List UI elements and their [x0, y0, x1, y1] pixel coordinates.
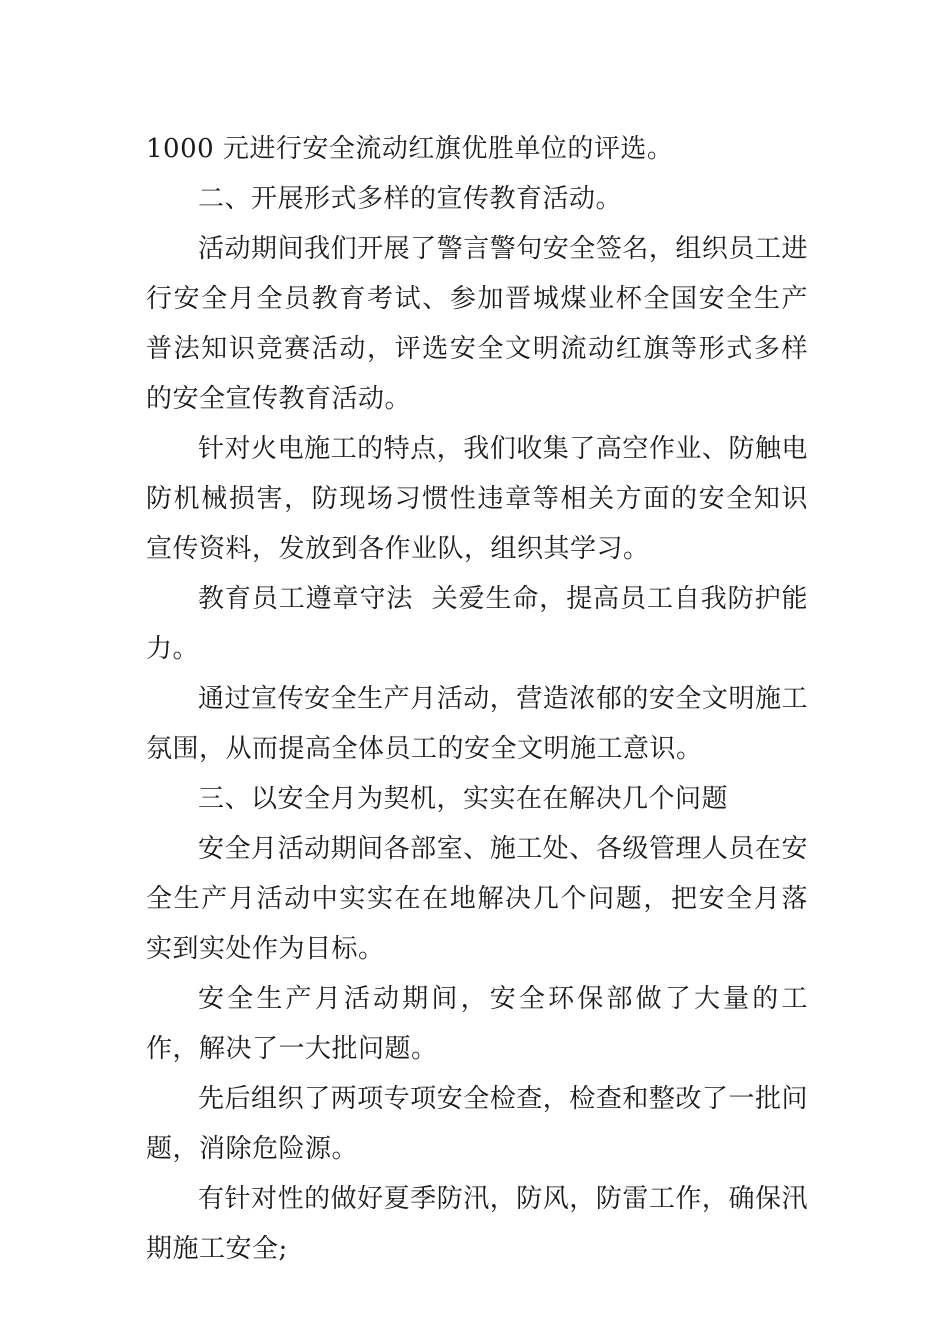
paragraph: 1000 元进行安全流动红旗优胜单位的评选。 [146, 134, 674, 164]
paragraph: 教育员工遵章守法 关爱生命，提高员工自我防护能力。 [146, 584, 808, 664]
document-body [146, 124, 826, 1274]
paragraph: 通过宣传安全生产月活动，营造浓郁的安全文明施工氛围，从而提高全体员工的安全文明施工意识。 [146, 684, 808, 764]
paragraph: 针对火电施工的特点，我们收集了高空作业、防触电防机械损害，防现场习惯性违章等相关方面的安全知识宣传资料，发放到各作业队，组织其学习。 [146, 434, 808, 564]
section-heading: 二、开展形式多样的宣传教育活动。 [198, 184, 623, 214]
paragraph: 先后组织了两项专项安全检查，检查和整改了一批问题，消除危险源。 [146, 1084, 808, 1164]
paragraph: 活动期间我们开展了警言警句安全签名，组织员工进行安全月全员教育考试、参加晋城煤业杯全国安全生产普法知识竞赛活动，评选安全文明流动红旗等形式多样的安全宣传教育活动。 [146, 234, 808, 414]
section-heading: 三、以安全月为契机，实实在在解决几个问题 [198, 784, 729, 814]
paragraph: 安全生产月活动期间，安全环保部做了大量的工 作，解决了一大批问题。 [146, 984, 826, 1064]
paragraph: 有针对性的做好夏季防汛，防风，防雷工作，确保汛期施工安全; [146, 1184, 808, 1264]
paragraph: 安全月活动期间各部室、施工处、各级管理人员在安全生产月活动中实实在在地解决几个问题，把安全月落实到实处作为目标。 [146, 834, 808, 964]
